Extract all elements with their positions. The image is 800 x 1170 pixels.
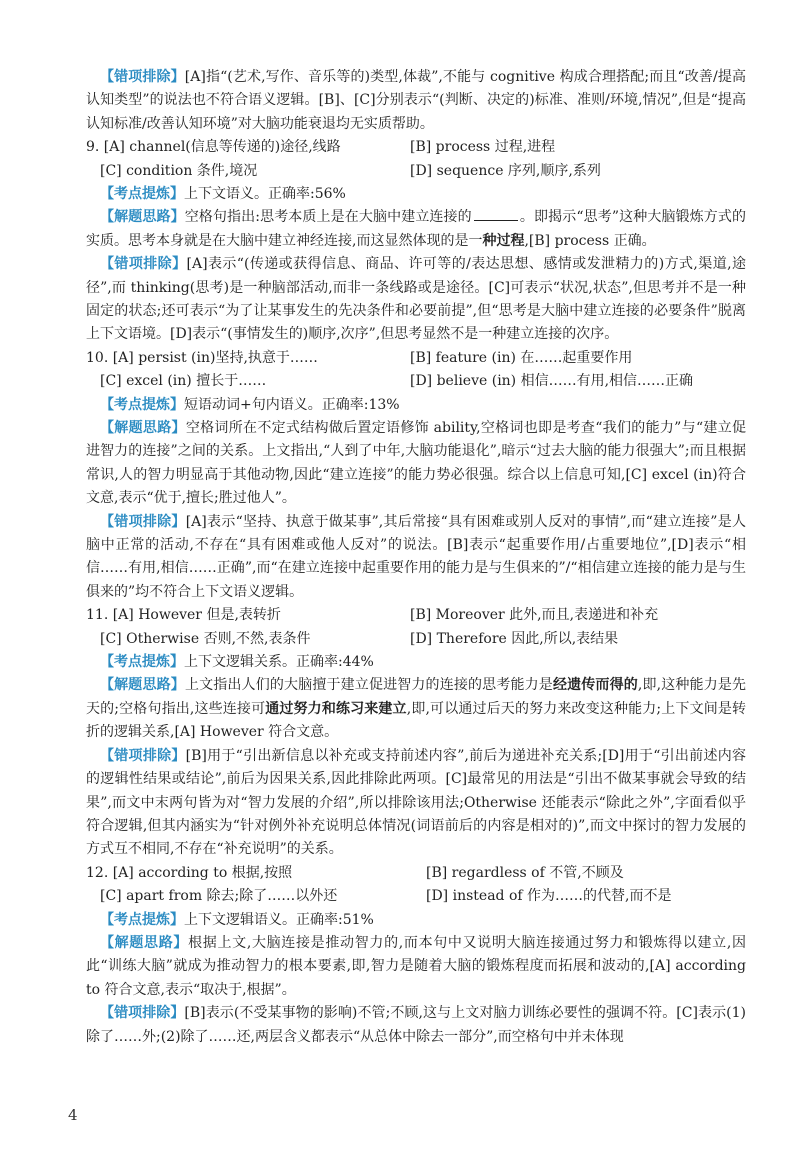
q10-point-text: 短语动词+句内语义。正确率:13% [184, 396, 400, 413]
q9-exclude-paragraph [86, 253, 746, 347]
q9-options-row-1 [86, 136, 746, 159]
q12-exclude-paragraph [86, 1002, 746, 1049]
q11-options-row-2 [86, 628, 746, 651]
q11-idea-paragraph [86, 674, 746, 744]
q10-exclude-paragraph [86, 511, 746, 605]
idea-tag: 【解题思路】 [100, 677, 185, 694]
intro-exclude-text: [A]指“(艺术,写作、音乐等的)类型,体裁”,不能与 cognitive 构成合理搭配;而且“改善/提高认知类型”的说法也不符合语义逻辑。[B]、[C]分别表示“(判断、决定的)标准、准则/环境,情况”,但是“提高认知标准/改善认知环境”对大脑功能衰退均无实质帮助。 [86, 69, 746, 132]
point-tag: 【考点提炼】 [100, 654, 184, 671]
q10-idea-text: 空格词所在不定式结构做后置定语修饰 ability,空格词也即是考查“我们的能力”与“建立促进智力的连接”之间的关系。上文指出,“人到了中年,大脑功能退化”,暗示“过去大脑的能力很强大”;而且根据常识,人的智力明显高于其他动物,因此“建立连接”的能力势必很强。综合以上信息可知,[C] excel (in)符合文意,表示“优于,擅长;胜过他人”。 [86, 420, 747, 507]
q11-point-text: 上下文逻辑关系。正确率:44% [184, 654, 374, 671]
q11-exclude-paragraph [86, 745, 746, 862]
q10-option-d: [D] believe (in) 相信……有用,相信……正确 [410, 373, 694, 390]
q11-option-d: [D] Therefore 因此,所以,表结果 [410, 630, 619, 647]
q9-idea-end: ,[B] process 正确。 [524, 232, 656, 249]
q10-exclude-text: [A]表示“坚持、执意于做某事”,其后常接“具有困难或别人反对的事情”,而“建立连接”是人脑中正常的活动,不存在“具有困难或他人反对”的说法。[B]表示“起重要作用/占重要地位”,[D]表示“相信……有用,相信……正确”,而“在建立连接中起重要作用的能力是与生俱来的”/“相信建立连接的能力是与生俱来的”均不符合上下文语义逻辑。 [86, 513, 746, 600]
q9-option-c: [C] condition 条件,境况 [100, 162, 258, 179]
q12-options-row-2 [86, 885, 746, 908]
q12-option-d: [D] instead of 作为……的代替,而不是 [426, 888, 672, 905]
q9-option-d: [D] sequence 序列,顺序,系列 [410, 162, 601, 179]
q10-option-a: 10. [A] persist (in)坚持,执意于…… [86, 349, 318, 366]
q10-idea-paragraph [86, 417, 746, 511]
q10-option-b: [B] feature (in) 在……起重要作用 [410, 349, 633, 366]
q12-option-c: [C] apart from 除去;除了……以外还 [100, 888, 338, 905]
q11-option-b: [B] Moreover 此外,而且,表递进和补充 [410, 607, 659, 624]
q12-option-b: [B] regardless of 不管,不顾及 [426, 864, 624, 881]
exclude-tag: 【错项排除】 [100, 256, 187, 273]
q12-exclude-text: [B]表示(不受某事物的影响)不管;不顾,这与上文对脑力训练必要性的强调不符。[C]表示(1)除了……外;(2)除了……还,两层含义都表示“从总体中除去一部分”,而空格句中并未体现 [86, 1005, 746, 1045]
point-tag: 【考点提炼】 [100, 396, 184, 413]
q9-idea-paragraph [86, 206, 746, 253]
q11-point-paragraph [86, 651, 746, 674]
idea-tag: 【解题思路】 [100, 420, 186, 437]
q11-option-a: 11. [A] However 但是,表转折 [86, 607, 281, 624]
exclude-tag: 【错项排除】 [100, 513, 186, 530]
exclude-tag: 【错项排除】 [100, 69, 185, 85]
exclude-tag: 【错项排除】 [100, 747, 186, 764]
q9-option-a: 9. [A] channel(信息等传递的)途径,线路 [86, 139, 341, 156]
q9-options-row-2 [86, 160, 746, 183]
q12-idea-paragraph [86, 932, 746, 1002]
q12-option-a: 12. [A] according to 根据,按照 [86, 864, 293, 881]
q11-idea-part-3: ,即,可以通过后天的努力来改变这种能力;上下文间是转折的逻辑关系,[A] However 符合文意。 [86, 700, 747, 741]
q9-idea-after: 。即揭示“思考”这种大脑锻炼方式的实质。思考本身就是在大脑中建立神经连接,而这显然体现的是一 [86, 209, 747, 249]
point-tag: 【考点提炼】 [100, 186, 184, 202]
idea-tag: 【解题思路】 [100, 209, 185, 226]
q11-option-c: [C] Otherwise 否则,不然,表条件 [100, 630, 311, 647]
q9-option-b: [B] process 过程,进程 [410, 139, 556, 156]
q9-idea-emphasis: 种过程 [482, 232, 525, 249]
answer-blank [474, 206, 518, 221]
point-tag: 【考点提炼】 [100, 911, 184, 928]
q11-exclude-text: [B]用于“引出新信息以补充或支持前述内容”,前后为递进补充关系;[D]用于“引出前述内容的逻辑性结果或结论”,前后为因果关系,因此排除此两项。[C]最常见的用法是“引出不做某事就会导致的结果”,而文中末两句皆为对“智力发展的介绍”,所以排除该用法;Otherwise 还能表示“除此之外”,字面看似乎符合逻辑,但其内涵实为“针对例外补充说明总体情况(词语前后的内容是相对的)”,而文中探讨的智力发展的方式互不相同,不存在“补充说明”的关系。 [86, 747, 747, 858]
q9-point-text: 上下文语义。正确率:56% [184, 186, 346, 202]
q9-exclude-text: [A]表示“(传递或获得信息、商品、许可等的/表达思想、感情或发泄精力的)方式,渠道,途径”,而 thinking(思考)是一种脑部活动,而非一条线路或是途径。[C]可表示“状况,状态”,但思考并不是一种固定的状态;还可表示“为了让某事发生的先决条件和必要前提”,但“思考是大脑中建立连接的必要条件”脱离上下文语境。[D]表示“(事情发生的)顺序,次序”,但思考显然不是一种建立连接的次序。 [86, 256, 746, 343]
q12-point-paragraph [86, 909, 746, 932]
idea-tag: 【解题思路】 [100, 934, 189, 951]
q10-point-paragraph [86, 394, 746, 417]
exclude-tag: 【错项排除】 [100, 1005, 185, 1022]
q10-options-row-1 [86, 347, 746, 370]
q11-idea-part-2: ,即,这种能力是先天的;空格句指出,这些连接可 [86, 677, 747, 717]
q10-options-row-2 [86, 370, 746, 393]
q9-point-paragraph [86, 183, 746, 206]
q12-idea-text: 根据上文,大脑连接是推动智力的,而本句中又说明大脑连接通过努力和锻炼得以建立,因此“训练大脑”就成为推动智力的根本要素,即,智力是随着大脑的锻炼程度而拓展和波动的,[A] according to 符合文意,表示“取决于,根据”。 [86, 934, 746, 998]
q10-option-c: [C] excel (in) 擅长于…… [100, 373, 267, 390]
q11-idea-part-1: 上文指出人们的大脑擅于建立促进智力的连接的思考能力是 [184, 677, 553, 694]
q11-idea-emphasis-2: 通过努力和练习来建立 [265, 700, 407, 717]
q11-idea-emphasis-1: 经遗传而得的 [552, 677, 638, 694]
q11-options-row-1 [86, 604, 746, 627]
document-page [86, 66, 746, 1049]
q12-options-row-1 [86, 862, 746, 885]
q12-point-text: 上下文逻辑语义。正确率:51% [184, 911, 374, 928]
q9-idea-before: 空格句指出:思考本质上是在大脑中建立连接的 [184, 209, 472, 226]
intro-exclude-paragraph [86, 66, 746, 136]
page-number: 4 [68, 1106, 78, 1124]
